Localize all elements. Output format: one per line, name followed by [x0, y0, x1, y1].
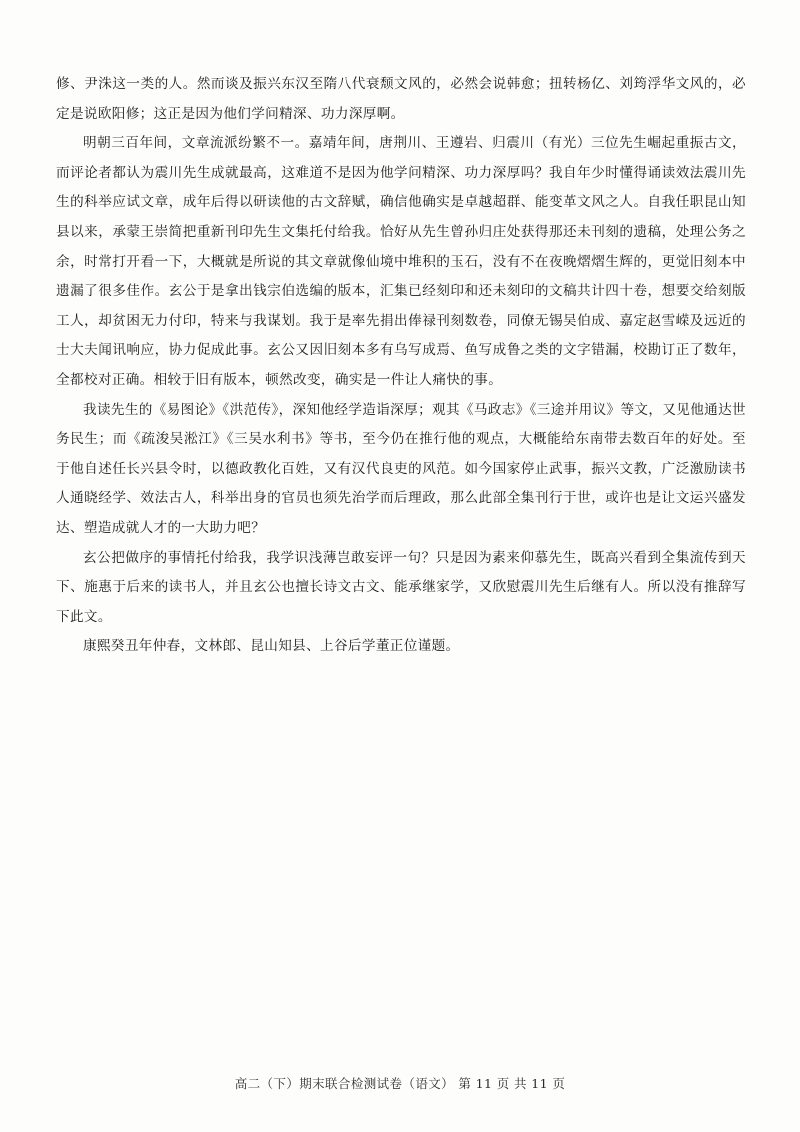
page-footer: 高二（下）期末联合检测试卷（语文） 第 11 页 共 11 页 — [234, 1076, 566, 1091]
paragraph-2: 明朝三百年间，文章流派纷繁不一。嘉靖年间，唐荆川、王遵岩、归震川（有光）三位先生崛起重振古文，而评论者都认为震川先生成就最高，这难道不是因为他学问精深、功力深厚吗？我自年少时懂得诵读效法震川先生的科举应试文章，成年后得以研读他的古文辞赋，确信他确实是卓越超群、能变革文风之人。自我任职昆山知县以来，承蒙王崇简把重新刊印先生文集托付给我。恰好从先生曾孙归庄处获得那还未刊刻的遗稿，处理公务之余，时常打开看一下，大概就是所说的其文章就像仙境中堆积的玉石，没有不在夜晚熠熠生辉的，更觉旧刻本中遗漏了很多佳作。玄公于是拿出钱宗伯选编的版本，汇集已经刻印和还未刻印的文稿共计四十卷，想要交给刻版工人，却贫困无力付印，特来与我谋划。我于是率先捐出俸禄刊刻数卷，同僚无锡吴伯成、嘉定赵雪嵘及远近的士大夫闻讯响应，协力促成此事。玄公又因旧刻本多有乌写成焉、鱼写成鲁之类的文字错漏，校勘订正了数年，全都校对正确。相较于旧有版本，顿然改变，确实是一件让人痛快的事。 — [56, 135, 746, 388]
paragraph-5: 康熙癸丑年仲春，文林郎、昆山知县、上谷后学董正位谨题。 — [83, 638, 460, 655]
paragraph-1: 修、尹洙这一类的人。然而谈及振兴东汉至隋八代衰颓文风的，必然会说韩愈；扭转杨亿、刘筠浮华文风的，必定是说欧阳修；这正是因为他们学问精深、功力深厚啊。 — [56, 76, 746, 122]
paragraph-3: 我读先生的《易图论》《洪范传》，深知他经学造诣深厚；观其《马政志》《三途并用议》等文，又见他通达世务民生；而《疏浚吴淞江》《三吴水利书》等书，至今仍在推行他的观点，大概能给东南带去数百年的好处。至于他自述任长兴县令时，以德政教化百姓，又有汉代良吏的风范。如今国家停止武事，振兴文教，广泛激励读书人通晓经学、效法古人，科举出身的官员也须先治学而后理政，那么此部全集刊行于世，或许也是让文运兴盛发达、塑造成就人才的一大助力吧？ — [56, 401, 746, 536]
document-body — [56, 70, 746, 662]
paragraph-4: 玄公把做序的事情托付给我，我学识浅薄岂敢妄评一句？只是因为素来仰慕先生，既高兴看到全集流传到天下、施惠于后来的读书人，并且玄公也擅长诗文古文、能承继家学，又欣慰震川先生后继有人。所以没有推辞写下此文。 — [56, 549, 746, 625]
